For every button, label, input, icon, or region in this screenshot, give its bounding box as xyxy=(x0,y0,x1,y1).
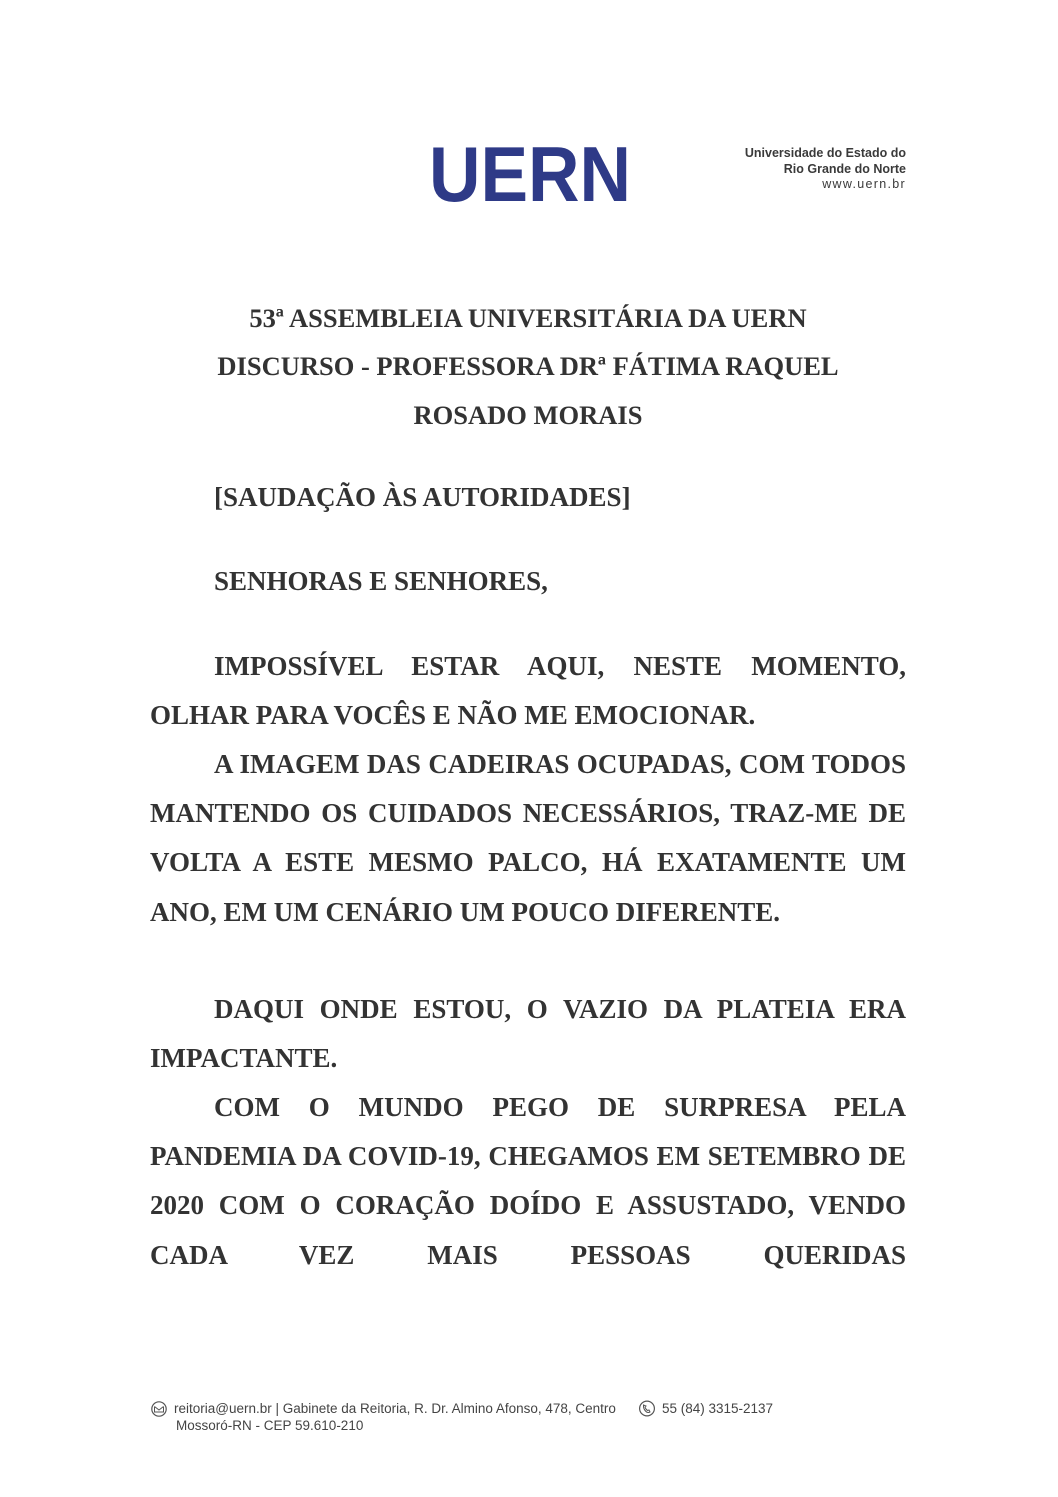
footer-address-line1: reitoria@uern.br | Gabinete da Reitoria, R. Dr. Almino Afonso, 478, Centro xyxy=(174,1401,616,1416)
document-title-line2: DISCURSO - PROFESSORA DRª FÁTIMA RAQUEL xyxy=(217,351,839,381)
document-title-line1: 53ª ASSEMBLEIA UNIVERSITÁRIA DA UERN xyxy=(249,303,807,333)
uern-logo xyxy=(428,142,632,204)
institution-name-line1: Universidade do Estado do xyxy=(744,146,906,160)
institution-block xyxy=(745,146,906,193)
paragraph-4: COM O MUNDO PEGO DE SURPRESA PELA PANDEMIA DA COVID-19, CHEGAMOS EM SETEMBRO DE 2020 COM O CORAÇÃO DOÍDO E ASSUSTADO, VENDO CADA VEZ MAIS PESSOAS QUERIDAS xyxy=(150,1092,906,1270)
paragraph-2: A IMAGEM DAS CADEIRAS OCUPADAS, COM TODOS MANTENDO OS CUIDADOS NECESSÁRIOS, TRAZ-ME DE VOLTA A ESTE MESMO PALCO, HÁ EXATAMENTE UM ANO, EM UM CENÁRIO UM POUCO DIFERENTE. xyxy=(150,749,906,927)
salutation-line: SENHORAS E SENHORES, xyxy=(214,566,548,596)
institution-url: www.uern.br xyxy=(822,177,906,191)
page-footer xyxy=(150,1400,773,1434)
envelope-icon xyxy=(150,1401,168,1417)
document-title-line3: ROSADO MORAIS xyxy=(413,400,643,430)
paragraph-1: IMPOSSÍVEL ESTAR AQUI, NESTE MOMENTO, OLHAR PARA VOCÊS E NÃO ME EMOCIONAR. xyxy=(150,651,906,731)
footer-address-line2: Mossoró-RN - CEP 59.610-210 xyxy=(176,1418,364,1433)
greeting-line: [SAUDAÇÃO ÀS AUTORIDADES] xyxy=(214,482,631,512)
footer-phone: 55 (84) 3315-2137 xyxy=(661,1401,774,1416)
logo-text: UERN xyxy=(429,142,631,204)
phone-icon xyxy=(638,1400,656,1417)
institution-name-line2: Rio Grande do Norte xyxy=(783,161,906,176)
paragraph-3: DAQUI ONDE ESTOU, O VAZIO DA PLATEIA ERA IMPACTANTE. xyxy=(150,994,906,1074)
